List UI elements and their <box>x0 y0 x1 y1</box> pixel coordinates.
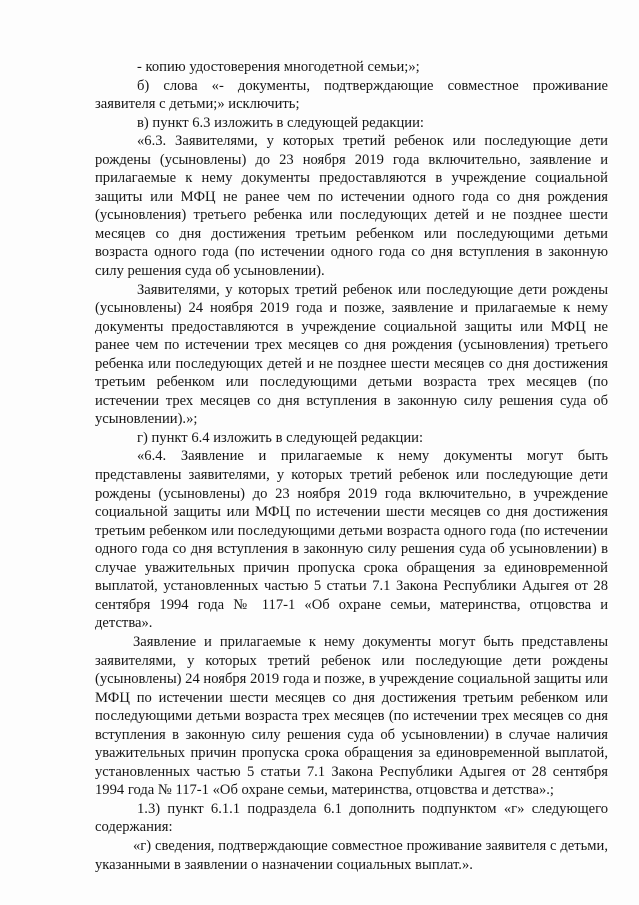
paragraph-item-b: б) слова «- документы, подтверждающие совместное проживание заявителя с детьми;» исключить; <box>95 77 608 113</box>
paragraph-clause-6-3-second: Заявителями, у которых третий ребенок или последующие дети рождены (усыновлены) 24 ноября 2019 года и позже, заявление и прилагаемые к нему документы предоставляются в учреждение социальной защиты или МФЦ не ранее чем по истечении трех месяцев со дня рождения (усыновления) третьего ребенка или последующих детей и не позднее шести месяцев со дня достижения третьим ребенком или последующими детьми возраста трех месяцев (по истечении трех месяцев со дня вступления в законную силу решения суда об усыновлении).»; <box>95 281 608 428</box>
paragraph-item-1-3: 1.3) пункт 6.1.1 подраздела 6.1 дополнить подпунктом «г» следующего содержания: <box>95 800 608 836</box>
paragraph-item-v: в) пункт 6.3 изложить в следующей редакции: <box>137 114 424 131</box>
document-body <box>95 58 608 874</box>
paragraph-subitem-g: «г) сведения, подтверждающие совместное проживание заявителя с детьми, указанными в заявлении о назначении социальных выплат.». <box>95 837 608 873</box>
paragraph-clause-6-4: «6.4. Заявление и прилагаемые к нему документы могут быть представлены заявителями, у которых третий ребенок или последующие дети рождены (усыновлены) до 23 ноября 2019 года включительно, в учреждение социальной защиты или МФЦ по истечении шести месяцев со дня достижения третьим ребенком или последующими детьми возраста одного года (по истечении одного года со дня вступления в законную силу решения суда об усыновлении) в случае уважительных причин пропуска срока обращения за единовременной выплатой, установленных частью 5 статьи 7.1 Закона Республики Адыгея от 28 сентября 1994 года № 117-1 «Об охране семьи, материнства, отцовства и детства». <box>95 448 608 632</box>
paragraph-item-g: г) пункт 6.4 изложить в следующей редакции: <box>137 429 424 446</box>
paragraph-clause-6-4-second: Заявление и прилагаемые к нему документы могут быть представлены заявителями, у которых третий ребенок или последующие дети рождены (усыновлены) 24 ноября 2019 года и позже, в учреждение социальной защиты или МФЦ по истечении шести месяцев со дня достижения третьим ребенком или последующими детьми возраста трех месяцев (по истечении трех месяцев со дня вступления в законную силу решения суда об усыновлении) в случае наличия уважительных причин пропуска срока обращения за единовременной выплатой, установленных частью 5 статьи 7.1 Закона Республики Адыгея от 28 сентября 1994 года № 117-1 «Об охране семьи, материнства, отцовства и детства».; <box>95 633 608 799</box>
paragraph-copy-certificate: - копию удостоверения многодетной семьи;»; <box>137 59 420 75</box>
paragraph-clause-6-3: «6.3. Заявителями, у которых третий ребенок или последующие дети рождены (усыновлены) до 23 ноября 2019 года включительно, заявление и прилагаемые к нему документы предоставляются в учреждение социальной защиты или МФЦ не ранее чем по истечении одного года со дня рождения (усыновления) третьего ребенка или последующих детей и не позднее шести месяцев со дня достижения третьим ребенком или последующими детьми возраста одного года (по истечении одного года со дня вступления в законную силу решения суда об усыновлении). <box>95 133 608 280</box>
